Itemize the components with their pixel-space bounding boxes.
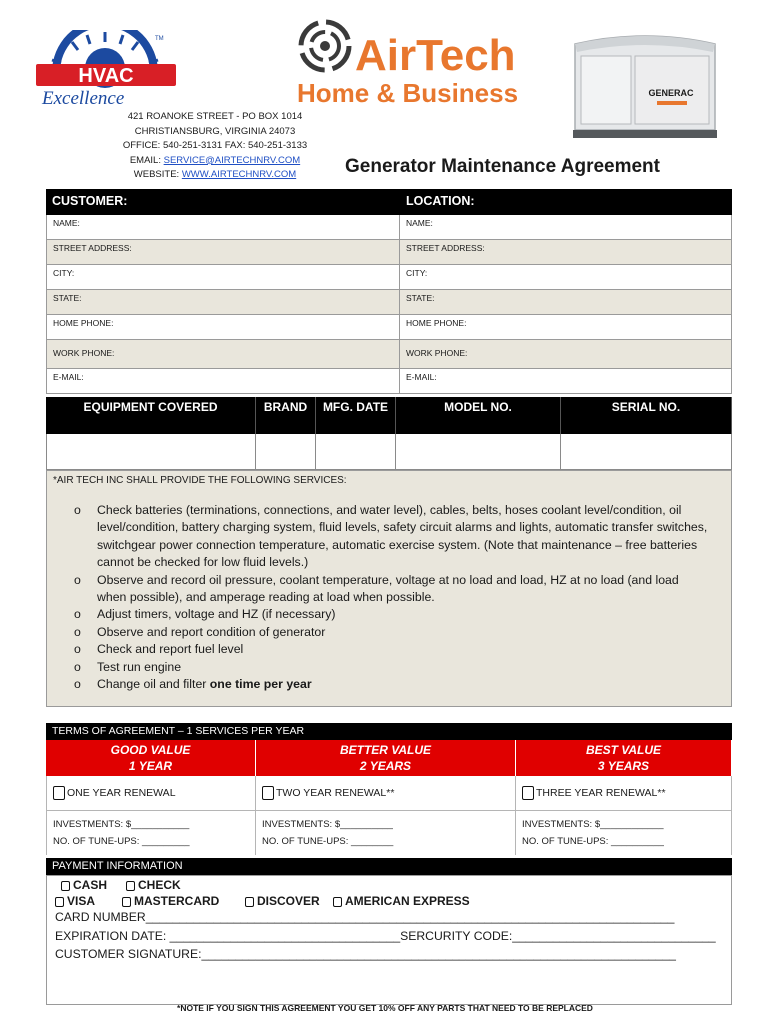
services-list	[47, 502, 731, 693]
customer-home-phone-field[interactable]: HOME PHONE:	[46, 315, 400, 339]
col-serial-no: SERIAL NO.	[561, 397, 732, 434]
discover-option[interactable]: DISCOVER	[245, 894, 333, 908]
field-row-name	[46, 215, 732, 240]
discount-footnote: *NOTE IF YOU SIGN THIS AGREEMENT YOU GET 10% OFF ANY PARTS THAT NEED TO BE REPLACED	[177, 1003, 593, 1013]
customer-email-field[interactable]: E-MAIL:	[46, 369, 400, 393]
field-row-work-phone	[46, 340, 732, 369]
customer-signature-field[interactable]: CUSTOMER SIGNATURE:______________________________________________________________________	[55, 947, 676, 961]
col-brand: BRAND	[256, 397, 316, 434]
col-equipment-covered: EQUIPMENT COVERED	[46, 397, 256, 434]
customer-city-field[interactable]: CITY:	[46, 265, 400, 289]
terms-bar: TERMS OF AGREEMENT – 1 SERVICES PER YEAR	[46, 723, 732, 740]
hvac-logo-excellence: Excellence	[42, 88, 125, 109]
customer-name-field[interactable]: NAME:	[46, 215, 400, 239]
field-row-home-phone	[46, 315, 732, 340]
generator-image	[565, 26, 725, 146]
hvac-logo-tm: TM	[155, 36, 164, 42]
hvac-logo-word: HVAC	[78, 65, 134, 87]
investment-cell-3[interactable]: INVESTMENTS: $____________ NO. OF TUNE-UPS: __________	[516, 811, 732, 855]
contact-phones: OFFICE: 540-251-3131 FAX: 540-251-3133	[122, 140, 308, 152]
list-item: o Change oil and filter one time per year	[74, 677, 312, 692]
checkbox[interactable]	[333, 897, 342, 907]
investment-cell-2[interactable]: INVESTMENTS: $__________ NO. OF TUNE-UPS: ________	[256, 811, 516, 855]
customer-state-field[interactable]: STATE:	[46, 290, 400, 314]
col-model-no: MODEL NO.	[396, 397, 561, 434]
model-no-cell[interactable]	[396, 434, 561, 470]
payment-bar: PAYMENT INFORMATION	[46, 858, 732, 875]
tier-header-row	[46, 740, 732, 776]
contact-email-line: EMAIL: SERVICE@AIRTECHNRV.COM	[129, 154, 301, 166]
customer-header: CUSTOMER:	[52, 194, 128, 208]
contact-address: 421 ROANOKE STREET - PO BOX 1014	[127, 111, 303, 122]
hvac-excellence-logo	[32, 30, 182, 110]
equipment-table	[46, 397, 732, 470]
website-link[interactable]: WWW.AIRTECHNRV.COM	[181, 169, 297, 181]
contact-website-line: WEBSITE: WWW.AIRTECHNRV.COM	[133, 169, 297, 181]
email-link[interactable]: SERVICE@AIRTECHNRV.COM	[163, 154, 301, 166]
serial-no-cell[interactable]	[561, 434, 732, 470]
services-intro: *AIR TECH INC SHALL PROVIDE THE FOLLOWING SERVICES:	[53, 475, 347, 486]
payment-section	[46, 858, 732, 1005]
tier-best-value: BEST VALUE 3 YEARS	[516, 740, 732, 776]
customer-work-phone-field[interactable]: WORK PHONE:	[46, 340, 400, 368]
expiration-security-field[interactable]: EXPIRATION DATE: __________________________________SERCURITY CODE:______________________________	[55, 928, 716, 943]
location-street-field[interactable]: STREET ADDRESS:	[400, 240, 732, 264]
equipment-header-row	[46, 397, 732, 434]
payment-options-row-2	[55, 894, 723, 908]
field-row-city	[46, 265, 732, 290]
list-item: o Observe and report condition of generator	[74, 624, 326, 639]
contact-info	[110, 110, 320, 183]
renewal-row	[46, 776, 732, 811]
payment-options-row-1	[61, 878, 723, 892]
contact-city: CHRISTIANSBURG, VIRGINIA 24073	[134, 125, 296, 137]
checkbox[interactable]	[122, 897, 131, 907]
brand-cell[interactable]	[256, 434, 316, 470]
field-row-street	[46, 240, 732, 265]
location-email-field[interactable]: E-MAIL:	[400, 369, 732, 393]
equipment-entry-row	[46, 434, 732, 470]
airtech-logo	[295, 18, 555, 108]
location-home-phone-field[interactable]: HOME PHONE:	[400, 315, 732, 339]
visa-option[interactable]: VISA	[55, 894, 122, 908]
three-year-renewal-option[interactable]: THREE YEAR RENEWAL**	[516, 776, 732, 810]
location-work-phone-field[interactable]: WORK PHONE:	[400, 340, 732, 368]
generator-badge: GENERAC	[648, 88, 694, 98]
equipment-covered-cell[interactable]	[46, 434, 256, 470]
mastercard-option[interactable]: MASTERCARD	[122, 894, 245, 908]
card-number-field[interactable]: CARD NUMBER______________________________________________________________________________	[55, 910, 675, 924]
location-state-field[interactable]: STATE:	[400, 290, 732, 314]
brand-name-home-business: Home & Business	[297, 78, 519, 108]
terms-section	[46, 723, 732, 855]
list-item: o Check and report fuel level	[74, 642, 244, 657]
services-box	[46, 470, 732, 707]
swirl-icon	[301, 22, 349, 70]
mfg-date-cell[interactable]	[316, 434, 396, 470]
check-option[interactable]: CHECK	[126, 878, 181, 892]
checkbox[interactable]	[61, 881, 70, 891]
customer-location-grid	[46, 189, 732, 394]
customer-location-header	[46, 189, 732, 215]
tier-good-value: GOOD VALUE 1 YEAR	[46, 740, 256, 776]
field-row-state	[46, 290, 732, 315]
tier-better-value: BETTER VALUE 2 YEARS	[256, 740, 516, 776]
one-year-renewal-option[interactable]: ONE YEAR RENEWAL	[46, 776, 256, 810]
investment-row	[46, 811, 732, 855]
customer-street-field[interactable]: STREET ADDRESS:	[46, 240, 400, 264]
document-title: Generator Maintenance Agreement	[345, 156, 660, 177]
payment-body	[46, 875, 732, 1005]
col-mfg-date: MFG. DATE	[316, 397, 396, 434]
two-year-renewal-option[interactable]: TWO YEAR RENEWAL**	[256, 776, 516, 810]
checkbox[interactable]	[126, 881, 135, 891]
field-row-email	[46, 369, 732, 394]
list-item: o Adjust timers, voltage and HZ (if necessary)	[74, 607, 336, 622]
list-item: o Observe and record oil pressure, coolant temperature, voltage at no load and load, HZ at no load (and load when possible), and amperage reading at load when possible.	[74, 572, 679, 605]
checkbox[interactable]	[55, 897, 64, 907]
cash-option[interactable]: CASH	[61, 878, 126, 892]
checkbox[interactable]	[53, 786, 65, 800]
investment-cell-1[interactable]: INVESTMENTS: $___________ NO. OF TUNE-UPS: _________	[46, 811, 256, 855]
location-city-field[interactable]: CITY:	[400, 265, 732, 289]
brand-name-airtech: AirTech	[355, 31, 516, 80]
checkbox[interactable]	[522, 786, 534, 800]
location-name-field[interactable]: NAME:	[400, 215, 732, 239]
checkbox[interactable]	[262, 786, 274, 800]
list-item: o Test run engine	[74, 659, 182, 674]
american-express-option[interactable]: AMERICAN EXPRESS	[333, 894, 470, 908]
location-header: LOCATION:	[406, 194, 475, 208]
checkbox[interactable]	[245, 897, 254, 907]
list-item: o Check batteries (terminations, connections, and water level), cables, belts, hoses coolant level/condition, oil level/condition, battery charging system, fluid levels, safety circuit alarms and lights, automatic transfer switches, switchgear power connection temperature, automatic exercise system. (Note that maintenance – free batteries cannot be checked for low fluid levels.)	[74, 503, 708, 570]
